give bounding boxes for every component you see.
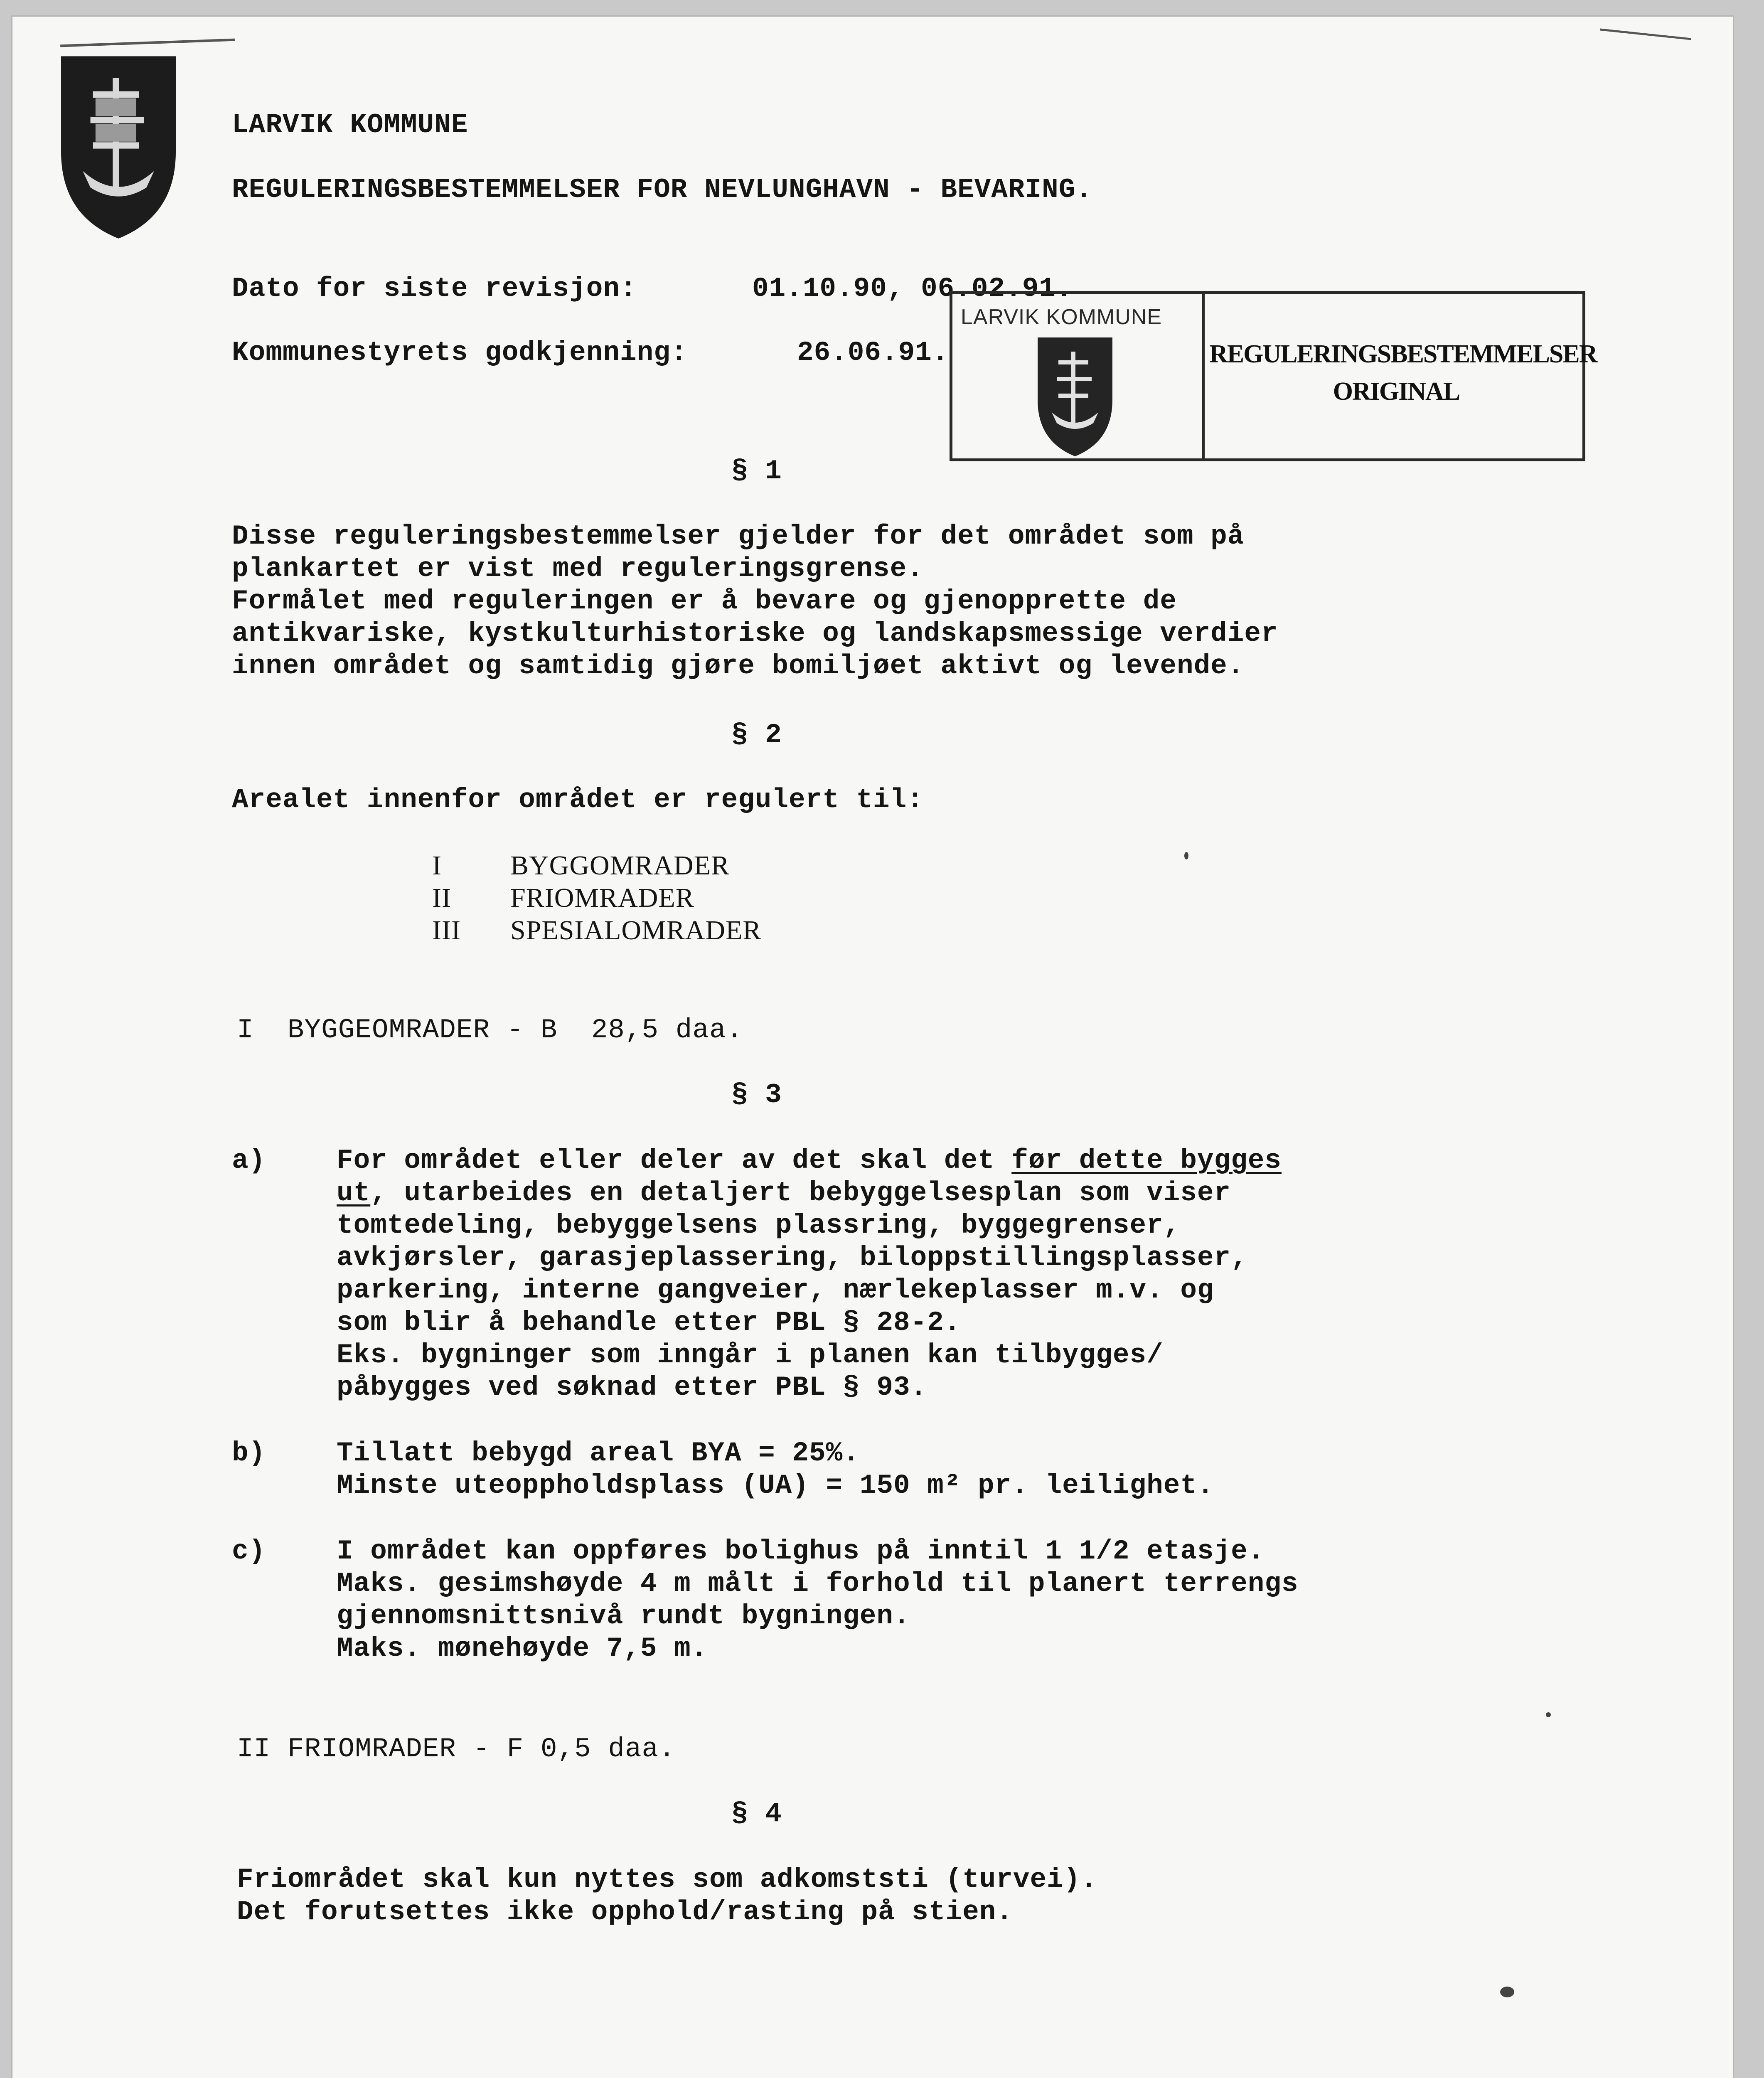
text-run: For området eller deler av det skal det xyxy=(337,1145,1012,1176)
section-heading: § 3 xyxy=(731,1079,782,1110)
list-item-num: II xyxy=(432,883,451,913)
paragraph-line: tomtedeling, bebyggelsens plassring, byggegrenser, xyxy=(337,1210,1181,1241)
paragraph-line: Minste uteoppholdsplass (UA) = 150 m² pr. leilighet. xyxy=(337,1470,1214,1501)
org-name: LARVIK KOMMUNE xyxy=(232,109,468,140)
revision-dates: 01.10.90, 06.02.91. xyxy=(752,273,1073,304)
scan-speck xyxy=(1546,1712,1551,1717)
scan-mark xyxy=(1600,29,1691,40)
paragraph-line: I området kan oppføres bolighus på inntil 1 1/2 etasje. xyxy=(337,1536,1265,1567)
item-label: a) xyxy=(232,1145,266,1176)
section-heading: § 4 xyxy=(731,1798,782,1829)
paragraph-line: avkjørsler, garasjeplassering, biloppstillingsplasser, xyxy=(337,1242,1248,1273)
section-2-intro: Arealet innenfor området er regulert til: xyxy=(232,784,924,815)
paragraph-line xyxy=(337,1145,1282,1177)
scan-speck xyxy=(1500,1987,1514,1997)
paragraph-line: Det forutsettes ikke opphold/rasting på stien. xyxy=(237,1896,1013,1928)
scan-speck xyxy=(1184,852,1188,859)
part-heading: II FRIOMRADER - F 0,5 daa. xyxy=(237,1733,676,1765)
list-item-num: III xyxy=(432,915,461,945)
paragraph-line: gjennomsnittsnivå rundt bygningen. xyxy=(337,1600,910,1632)
paragraph-line: Friområdet skal kun nyttes som adkomststi (turvei). xyxy=(237,1864,1097,1895)
list-item-label: SPESIALOMRADER xyxy=(510,915,762,945)
paragraph-line xyxy=(337,1177,1231,1209)
paragraph-line: Formålet med reguleringen er å bevare og gjenopprette de xyxy=(232,586,1177,617)
section-heading: § 1 xyxy=(731,455,782,487)
stamp-org-name: LARVIK KOMMUNE xyxy=(961,305,1162,329)
section-heading: § 2 xyxy=(731,719,782,751)
underlined-text: ut xyxy=(337,1177,371,1209)
paragraph-line: Disse reguleringsbestemmelser gjelder for det området som på xyxy=(232,521,1245,552)
paragraph-line: innen området og samtidig gjøre bomiljøet aktivt og levende. xyxy=(232,650,1245,682)
text-run: , utarbeides en detaljert bebyggelsesplan som viser xyxy=(370,1177,1231,1209)
document-page xyxy=(12,17,1733,2078)
paragraph-line: Maks. mønehøyde 7,5 m. xyxy=(337,1633,708,1664)
document-title: REGULERINGSBESTEMMELSER FOR NEVLUNGHAVN - BEVARING. xyxy=(232,174,1092,205)
paragraph-line: antikvariske, kystkulturhistoriske og landskapsmessige verdier xyxy=(232,618,1278,649)
list-item-label: FRIOMRADER xyxy=(510,883,694,913)
approval-date: 26.06.91. xyxy=(797,337,949,368)
original-stamp xyxy=(950,291,1597,461)
stamp-status: ORIGINAL xyxy=(1333,377,1460,406)
item-label: c) xyxy=(232,1536,266,1567)
item-label: b) xyxy=(232,1438,266,1469)
list-item-num: I xyxy=(432,850,442,881)
stamp-title: REGULERINGSBESTEMMELSER xyxy=(1209,340,1597,368)
underlined-text: før dette bygges xyxy=(1011,1145,1282,1176)
stamp-coat-of-arms-icon xyxy=(1031,333,1119,458)
part-heading: I BYGGEOMRADER - B 28,5 daa. xyxy=(237,1014,743,1046)
paragraph-line: påbygges ved søknad etter PBL § 93. xyxy=(337,1372,928,1403)
list-item-label: BYGGOMRADER xyxy=(510,850,730,881)
paragraph-line: plankartet er vist med reguleringsgrense. xyxy=(232,553,924,584)
revision-label: Dato for siste revisjon: xyxy=(232,273,637,304)
paragraph-line: parkering, interne gangveier, nærlekeplasser m.v. og xyxy=(337,1275,1214,1306)
stamp-divider xyxy=(1202,294,1205,458)
scan-mark xyxy=(60,39,235,47)
paragraph-line: Maks. gesimshøyde 4 m målt i forhold til planert terrengs xyxy=(337,1568,1299,1599)
approval-label: Kommunestyrets godkjenning: xyxy=(232,337,688,368)
paragraph-line: Tillatt bebygd areal BYA = 25%. xyxy=(337,1438,860,1469)
paragraph-line: Eks. bygninger som inngår i planen kan tilbygges/ xyxy=(337,1339,1164,1371)
larvik-coat-of-arms-icon xyxy=(54,50,183,241)
paragraph-line: som blir å behandle etter PBL § 28-2. xyxy=(337,1307,961,1338)
